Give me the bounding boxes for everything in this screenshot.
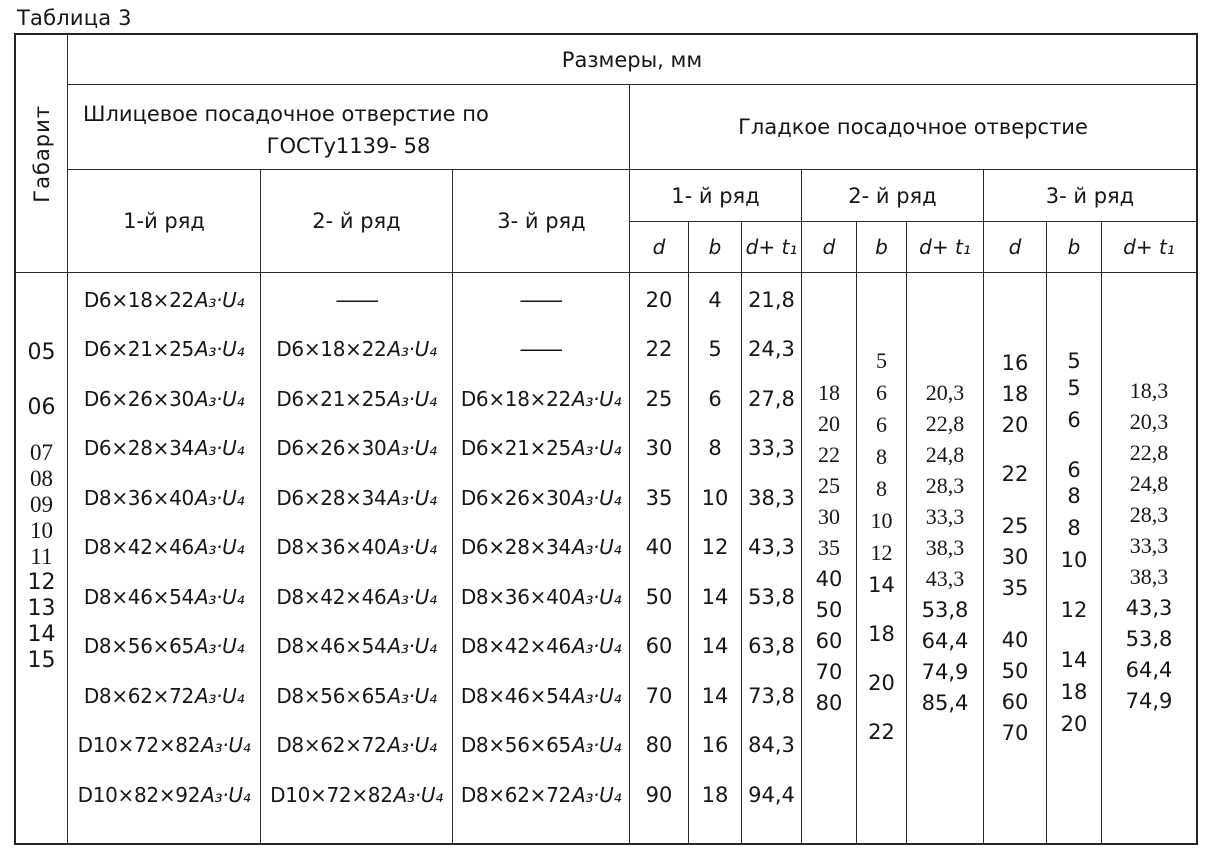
smooth-section-header: [630, 85, 1196, 272]
value-cell: 85,4: [921, 691, 969, 715]
value-cell: 70: [1001, 721, 1029, 745]
spline-cell: D6×18×22 A₃·U₄: [83, 287, 245, 312]
smooth3-b-column: [1047, 273, 1102, 843]
spline-cell: D8×36×40 A₃·U₄: [276, 535, 437, 560]
gabarit-value: 07: [30, 440, 53, 465]
value-cell: 8: [1067, 484, 1081, 508]
value-cell: 43,3: [748, 535, 795, 560]
smooth2-d-column: [802, 273, 857, 843]
spline-cell: —: [518, 337, 564, 362]
value-cell: 33,3: [925, 504, 965, 529]
spline-col-header-3: 3- й ряд: [497, 209, 586, 233]
value-cell: 22: [645, 337, 673, 362]
value-cell: 50: [645, 584, 673, 609]
spline-cell: D8×46×54 A₃·U₄: [460, 683, 622, 708]
value-cell: 18: [1060, 680, 1088, 704]
value-cell: 30: [1001, 545, 1029, 569]
value-cell: 14: [701, 584, 729, 609]
value-cell: 22: [1001, 462, 1029, 486]
spline-cell: D6×26×30 A₃·U₄: [83, 386, 245, 411]
header-sections: [68, 85, 1196, 272]
spline-cell: D8×56×65 A₃·U₄: [460, 733, 622, 758]
value-cell: 22,8: [925, 411, 965, 436]
value-cell: 50: [1001, 659, 1029, 683]
value-cell: 14: [868, 573, 895, 597]
value-cell: 20: [868, 671, 895, 695]
value-cell: 6: [1067, 458, 1081, 482]
spline-cell: D6×21×25 A₃·U₄: [460, 436, 622, 461]
spline-title-line2: ГОСТу1139- 58: [266, 134, 431, 158]
value-cell: 22,8: [1129, 440, 1169, 465]
spline-cell: D6×26×30 A₃·U₄: [276, 436, 437, 461]
value-cell: 63,8: [748, 634, 795, 659]
spline-cell: D10×72×82 A₃·U₄: [77, 733, 251, 758]
table-body: [16, 272, 1196, 843]
value-cell: 20: [1060, 712, 1088, 736]
spline-section-header: [68, 85, 630, 272]
value-cell: 25: [645, 386, 673, 411]
value-cell: 6: [876, 380, 887, 405]
spline-cell: D8×46×54 A₃·U₄: [83, 584, 245, 609]
value-cell: 12: [701, 535, 729, 560]
spline-cell: D8×62×72 A₃·U₄: [83, 683, 245, 708]
subheader-d: d: [984, 222, 1047, 272]
value-cell: 60: [1001, 690, 1029, 714]
value-cell: 53,8: [921, 598, 969, 622]
value-cell: 16: [701, 733, 729, 758]
value-cell: 20,3: [925, 380, 965, 405]
size-header: Размеры, мм: [68, 35, 1196, 85]
value-cell: 18: [818, 380, 840, 405]
value-cell: 40: [645, 535, 673, 560]
smooth1-dt1-column: [742, 273, 802, 843]
spline-cell: —: [518, 287, 564, 312]
value-cell: 24,8: [1129, 471, 1169, 496]
gabarit-value: 12: [27, 570, 56, 595]
spline-cell: D8×42×46 A₃·U₄: [83, 535, 245, 560]
subheader-dt1: d+ t₁: [1123, 235, 1175, 259]
smooth1-d-column: [630, 273, 689, 843]
value-cell: 12: [870, 540, 893, 565]
value-cell: 33,3: [1129, 533, 1169, 558]
gabarit-value: 14: [27, 622, 56, 647]
spline-cell: D6×18×22 A₃·U₄: [276, 337, 437, 362]
spline-cell: D8×46×54 A₃·U₄: [276, 634, 437, 659]
spline-cell: D8×42×46 A₃·U₄: [276, 584, 437, 609]
spline-column-3: [453, 273, 630, 843]
value-cell: 25: [818, 473, 840, 498]
value-cell: 21,8: [748, 287, 795, 312]
value-cell: 43,3: [1125, 596, 1173, 620]
value-cell: 20: [645, 287, 673, 312]
value-cell: 6: [876, 412, 887, 437]
spline-cell: D8×42×46 A₃·U₄: [460, 634, 622, 659]
subheader-b: b: [857, 222, 907, 272]
value-cell: 10: [701, 485, 729, 510]
spline-cell: D8×56×65 A₃·U₄: [83, 634, 245, 659]
smooth-group-headers: [630, 170, 1196, 222]
subheader-b: b: [689, 222, 742, 272]
subheader-d: d: [630, 222, 689, 272]
value-cell: 60: [645, 634, 673, 659]
spline-cell: D8×56×65 A₃·U₄: [276, 683, 437, 708]
value-cell: 8: [876, 444, 887, 469]
value-cell: 70: [645, 683, 673, 708]
smooth-group-header-3: 3- й ряд: [1045, 183, 1135, 208]
value-cell: 73,8: [748, 683, 795, 708]
gabarit-value: 06: [27, 395, 56, 420]
dimensions-table: [14, 33, 1198, 845]
value-cell: 18: [868, 622, 895, 646]
subheader-dt1: d+ t₁: [742, 222, 802, 272]
spline-col-header-1: 1-й ряд: [68, 170, 261, 272]
gabarit-value: 08: [30, 466, 53, 491]
gabarit-label: Габарит: [29, 104, 54, 203]
gabarit-value: 09: [30, 492, 53, 517]
value-cell: 24,3: [748, 337, 795, 362]
spline-cell: D6×26×30 A₃·U₄: [460, 485, 622, 510]
spline-section-title: [68, 85, 629, 170]
value-cell: 50: [815, 598, 843, 622]
subheader-dt1: d+ t₁: [907, 222, 984, 272]
spline-cell: D8×62×72 A₃·U₄: [276, 733, 437, 758]
value-cell: 43,3: [925, 566, 965, 591]
value-cell: 20,3: [1129, 409, 1169, 434]
subheader-b: b: [1047, 222, 1102, 272]
spline-column-1: [68, 273, 261, 843]
value-cell: 35: [818, 535, 840, 560]
gabarit-column: [16, 273, 68, 843]
smooth-group-header-1: 1- й ряд: [630, 170, 802, 221]
value-cell: 74,9: [921, 660, 969, 684]
spline-cell: D6×28×34 A₃·U₄: [276, 485, 437, 510]
value-cell: 22: [868, 720, 895, 744]
value-cell: 35: [645, 485, 673, 510]
smooth2-b-column: [857, 273, 907, 843]
value-cell: 20: [1001, 413, 1029, 437]
value-cell: 25: [1001, 514, 1029, 538]
value-cell: 90: [645, 782, 673, 807]
value-cell: 5: [1067, 349, 1081, 373]
spline-cell: D10×82×92 A₃·U₄: [77, 782, 251, 807]
page-title: Таблица 3: [17, 6, 132, 30]
value-cell: 30: [645, 436, 673, 461]
spline-cell: D6×21×25 A₃·U₄: [276, 386, 437, 411]
smooth-section-title: Гладкое посадочное отверстие: [630, 85, 1196, 170]
value-cell: 38,3: [748, 485, 795, 510]
value-cell: 18: [701, 782, 729, 807]
value-cell: 10: [1060, 548, 1088, 572]
value-cell: 20: [818, 411, 840, 436]
value-cell: 14: [701, 683, 729, 708]
value-cell: 10: [870, 508, 893, 533]
spline-column-2: [261, 273, 453, 843]
spline-title-line1: Шлицевое посадочное отверстие по: [83, 102, 489, 126]
value-cell: 74,9: [1125, 689, 1173, 713]
value-cell: 8: [1067, 516, 1081, 540]
subheader-d: d: [802, 222, 857, 272]
value-cell: 14: [1060, 648, 1088, 672]
value-cell: 16: [1001, 351, 1029, 375]
smooth1-b-column: [689, 273, 742, 843]
smooth3-d-column: [984, 273, 1047, 843]
value-cell: 6: [708, 386, 722, 411]
spline-cell: D10×72×82 A₃·U₄: [270, 782, 443, 807]
header-right: [68, 35, 1196, 272]
spline-cell: —: [333, 287, 380, 312]
gabarit-value: 13: [27, 596, 56, 621]
value-cell: 12: [1060, 598, 1088, 622]
value-cell: 38,3: [925, 535, 965, 560]
value-cell: 94,4: [748, 782, 795, 807]
spline-cell: D6×18×22 A₃·U₄: [460, 386, 622, 411]
value-cell: 24,8: [925, 442, 965, 467]
value-cell: 18: [1001, 382, 1029, 406]
spline-cell: D8×36×40 A₃·U₄: [83, 485, 245, 510]
value-cell: 14: [701, 634, 729, 659]
smooth3-dt1-column: [1102, 273, 1196, 843]
smooth-group-header-2: 2- й ряд: [802, 170, 984, 221]
value-cell: 5: [708, 337, 722, 362]
value-cell: 27,8: [748, 386, 795, 411]
value-cell: 5: [876, 348, 887, 373]
value-cell: 64,4: [1125, 658, 1173, 682]
value-cell: 18,3: [1129, 378, 1169, 403]
table-header: [16, 35, 1196, 272]
value-cell: 40: [815, 567, 843, 591]
smooth2-dt1-column: [907, 273, 984, 843]
value-cell: 60: [815, 629, 843, 653]
spline-column-headers: [68, 170, 629, 272]
value-cell: 30: [818, 504, 840, 529]
spline-cell: D8×62×72 A₃·U₄: [460, 782, 622, 807]
spline-cell: D8×36×40 A₃·U₄: [460, 584, 622, 609]
spline-cell: D6×21×25 A₃·U₄: [83, 337, 245, 362]
value-cell: 35: [1001, 576, 1029, 600]
value-cell: 64,4: [921, 629, 969, 653]
value-cell: 28,3: [925, 473, 965, 498]
value-cell: 4: [708, 287, 722, 312]
value-cell: 8: [876, 476, 887, 501]
spline-col-header-2: 2- й ряд: [261, 170, 453, 272]
value-cell: 70: [815, 660, 843, 684]
spline-cell: D6×28×34 A₃·U₄: [460, 535, 622, 560]
value-cell: 22: [818, 442, 840, 467]
value-cell: 6: [1067, 408, 1081, 432]
value-cell: 53,8: [748, 584, 795, 609]
gabarit-value: 05: [27, 340, 56, 365]
value-cell: 5: [1067, 376, 1081, 400]
gabarit-value: 15: [27, 648, 56, 673]
value-cell: 40: [1001, 628, 1029, 652]
value-cell: 8: [708, 436, 722, 461]
value-cell: 53,8: [1125, 627, 1173, 651]
value-cell: 80: [645, 733, 673, 758]
value-cell: 84,3: [748, 733, 795, 758]
smooth-subcolumn-headers: [630, 222, 1196, 272]
gabarit-header-cell: [16, 35, 68, 272]
value-cell: 38,3: [1129, 564, 1169, 589]
gabarit-value: 11: [30, 544, 53, 569]
value-cell: 28,3: [1129, 502, 1169, 527]
value-cell: 80: [815, 691, 843, 715]
value-cell: 33,3: [748, 436, 795, 461]
spline-cell: D6×28×34 A₃·U₄: [83, 436, 245, 461]
gabarit-value: 10: [30, 518, 53, 543]
